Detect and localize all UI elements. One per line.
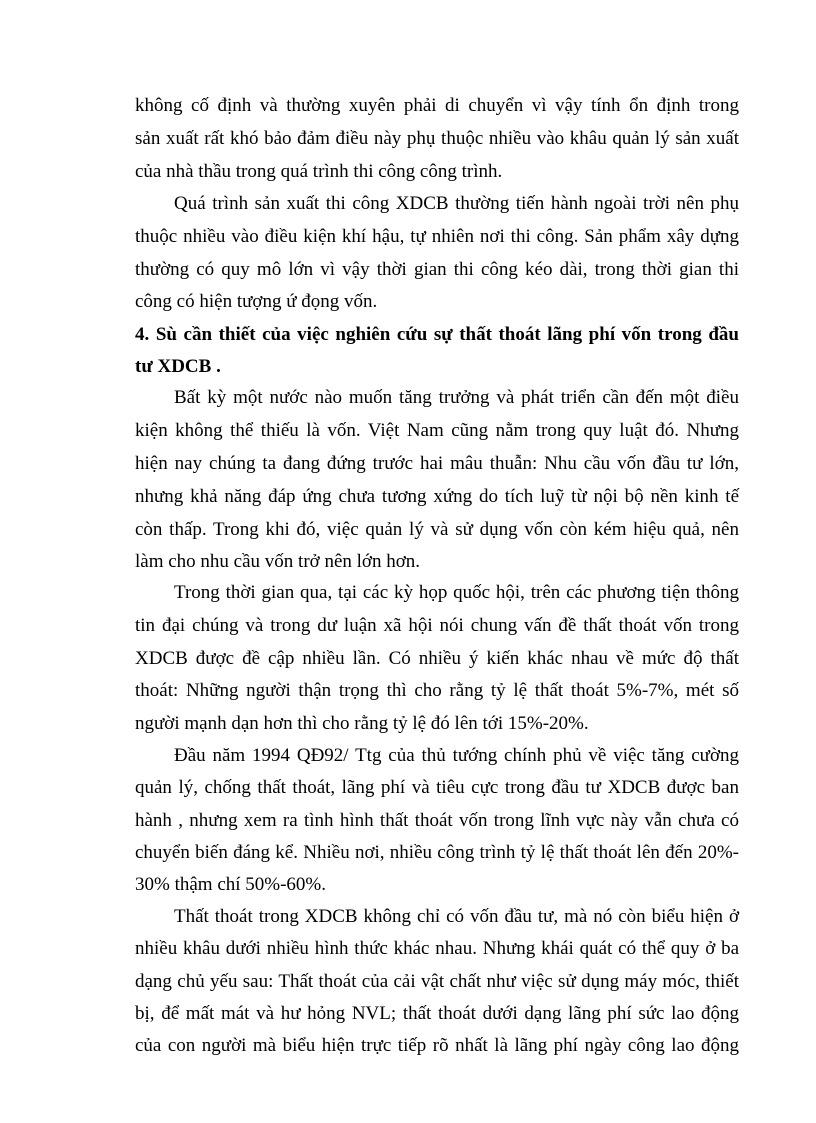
paragraph-line: nhưng khả năng đáp ứng chưa tương xứng do tích luỹ từ nội bộ nền kinh tế — [135, 486, 739, 507]
paragraph-line: làm cho nhu cầu vốn trở nên lớn hơn. — [135, 551, 420, 572]
paragraph-line: của con người mà biểu hiện trực tiếp rõ nhất là lãng phí ngày công lao động — [135, 1035, 739, 1056]
paragraph-line: Đầu năm 1994 QĐ92/ Ttg của thủ tướng chính phủ về việc tăng cường — [174, 745, 739, 766]
paragraph-line: tin đại chúng và trong dư luận xã hội nói chung vấn đề thất thoát vốn trong — [135, 615, 739, 636]
paragraph-line: dạng chủ yếu sau: Thất thoát của cải vật chất như việc sử dụng máy móc, thiết — [135, 971, 739, 992]
paragraph-line: thuộc nhiều vào điều kiện khí hậu, tự nhiên nơi thi công. Sản phẩm xây dựng — [135, 226, 739, 247]
paragraph-line: XDCB được đề cập nhiều lần. Có nhiều ý kiến khác nhau về mức độ thất — [135, 648, 739, 669]
paragraph-line: còn thấp. Trong khi đó, việc quản lý và sử dụng vốn còn kém hiệu quả, nên — [135, 519, 739, 540]
paragraph-line: sản xuất rất khó bảo đảm điều này phụ thuộc nhiều vào khâu quản lý sản xuất — [135, 128, 739, 149]
paragraph-line: quản lý, chống thất thoát, lãng phí và tiêu cực trong đầu tư XDCB được ban — [135, 777, 739, 798]
paragraph-line: bị, để mất mát và hư hỏng NVL; thất thoát dưới dạng lãng phí sức lao động — [135, 1003, 739, 1024]
section-heading-continued: tư XDCB . — [135, 356, 221, 377]
paragraph-line: thường có quy mô lớn vì vậy thời gian thi công kéo dài, trong thời gian thi — [135, 259, 739, 280]
paragraph-line: Trong thời gian qua, tại các kỳ họp quốc hội, trên các phương tiện thông — [174, 582, 739, 603]
paragraph-line: công có hiện tượng ứ đọng vốn. — [135, 291, 378, 312]
paragraph-line: không cố định và thường xuyên phải di chuyển vì vậy tính ổn định trong — [135, 95, 739, 116]
paragraph-line: hiện nay chúng ta đang đứng trước hai mâu thuẫn: Nhu cầu vốn đầu tư lớn, — [135, 453, 739, 474]
paragraph-line: của nhà thầu trong quá trình thi công công trình. — [135, 161, 503, 182]
paragraph-line: chuyển biến đáng kể. Nhiều nơi, nhiều công trình tỷ lệ thất thoát lên đến 20%- — [135, 842, 739, 863]
paragraph-line: 30% thậm chí 50%-60%. — [135, 874, 327, 895]
paragraph-line: kiện không thể thiếu là vốn. Việt Nam cũng nằm trong quy luật đó. Nhưng — [135, 420, 739, 441]
paragraph-line: hành , nhưng xem ra tình hình thất thoát vốn trong lĩnh vực này vẫn chưa có — [135, 810, 739, 831]
paragraph-line: thoát: Những người thận trọng thì cho rằng tỷ lệ thất thoát 5%-7%, mét số — [135, 680, 739, 701]
paragraph-line: Quá trình sản xuất thi công XDCB thường tiến hành ngoài trời nên phụ — [174, 193, 739, 214]
section-heading: 4. Sù cần thiết của việc nghiên cứu sự thất thoát lãng phí vốn trong đầu — [135, 324, 739, 345]
paragraph-line: người mạnh dạn hơn thì cho rằng tỷ lệ đó lên tới 15%-20%. — [135, 713, 589, 734]
paragraph-line: Bất kỳ một nước nào muốn tăng trưởng và phát triển cần đến một điều — [174, 387, 739, 408]
paragraph-line: Thất thoát trong XDCB không chỉ có vốn đầu tư, mà nó còn biểu hiện ở — [174, 906, 739, 927]
paragraph-line: nhiều khâu dưới nhiều hình thức khác nhau. Nhưng khái quát có thể quy ở ba — [135, 938, 739, 959]
